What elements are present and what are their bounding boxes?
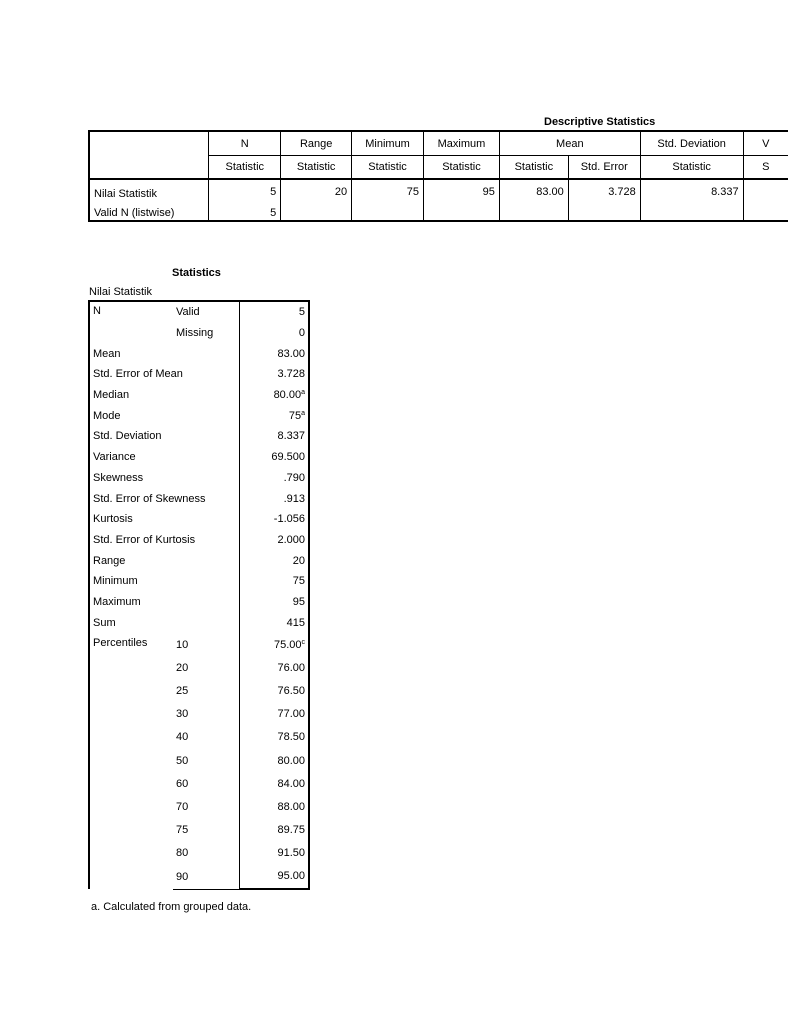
row-label: Std. Error of Kurtosis [89, 530, 173, 551]
table-row [89, 343, 309, 364]
footnote-marker: a [301, 409, 305, 417]
row-label: Std. Error of Skewness [89, 488, 173, 509]
percentile-rank: 50 [176, 754, 189, 767]
subheader-statistic: Statistic [424, 156, 500, 180]
row-sublabel: Missing [176, 327, 214, 340]
row-value [240, 364, 310, 385]
percentile-value [240, 819, 310, 842]
value-text: 0 [298, 327, 305, 340]
footnote-marker: a [301, 389, 305, 397]
value-text: 89.75 [277, 824, 305, 837]
statistics-title: Statistics [172, 267, 221, 279]
value-text: 95.00 [277, 870, 305, 883]
row-label-nilai-statistik: Nilai Statistik [89, 179, 209, 203]
value-text: 78.50 [277, 731, 305, 744]
row-sublabel [173, 364, 240, 385]
statistics-variable-label: Nilai Statistik [89, 286, 152, 298]
percentile-rank: 10 [176, 638, 189, 651]
percentile-value [240, 679, 310, 702]
row-value [240, 385, 310, 406]
table-row [89, 405, 309, 426]
value-text: 415 [286, 616, 305, 629]
percentile-value [240, 633, 310, 656]
descriptive-stats-title: Descriptive Statistics [544, 116, 656, 128]
value-text: 77.00 [277, 708, 305, 721]
percentile-rank: 20 [176, 661, 189, 674]
percentile-rank: 40 [176, 731, 189, 744]
row-value [240, 592, 310, 613]
row-label: Variance [89, 447, 173, 468]
row-value [240, 509, 310, 530]
row-label-valid-n: Valid N (listwise) [89, 203, 209, 222]
cell-mean-statistic: 83.00 [499, 179, 568, 203]
percentile-value [240, 656, 310, 679]
value-text: 88.00 [277, 800, 305, 813]
row-sublabel [173, 426, 240, 447]
row-label: N [89, 301, 173, 343]
value-text: 76.00 [277, 661, 305, 674]
subheader-statistic: Statistic [499, 156, 568, 180]
descriptive-stats-table [88, 130, 788, 222]
table-row [89, 592, 309, 613]
value-text: 75 [292, 575, 305, 588]
row-label: Sum [89, 612, 173, 633]
row-value [240, 343, 310, 364]
col-header-variance: V [743, 131, 788, 156]
percentile-value [240, 795, 310, 818]
corner-cell [89, 131, 209, 179]
table-row [89, 385, 309, 406]
row-value [240, 612, 310, 633]
value-text: 84.00 [277, 777, 305, 790]
row-value [240, 323, 310, 344]
table-row [89, 426, 309, 447]
row-sublabel [173, 592, 240, 613]
row-label: Skewness [89, 468, 173, 489]
value-text: 75.00 [273, 638, 302, 651]
value-text: 5 [298, 306, 305, 319]
row-sublabel [173, 468, 240, 489]
row-sublabel [173, 550, 240, 571]
table-row [89, 571, 309, 592]
value-text: .790 [283, 471, 305, 484]
col-header-std-deviation: Std. Deviation [640, 131, 743, 156]
cell-mean-std-error: 3.728 [568, 179, 640, 203]
cell-maximum: 95 [424, 179, 500, 203]
footnote: a. Calculated from grouped data. [91, 901, 252, 913]
cell-variance [743, 179, 788, 203]
row-sublabel [173, 385, 240, 406]
subheader-std-error: Std. Error [568, 156, 640, 180]
row-label: Std. Deviation [89, 426, 173, 447]
percentile-value [240, 703, 310, 726]
value-text: 75 [288, 409, 302, 422]
value-text: 80.00 [273, 389, 302, 402]
row-label: Mean [89, 343, 173, 364]
table-row [89, 447, 309, 468]
table-row [89, 612, 309, 633]
value-text: 3.728 [277, 368, 305, 381]
col-header-n: N [209, 131, 281, 156]
row-label: Std. Error of Mean [89, 364, 173, 385]
table-row [89, 468, 309, 489]
table-row [89, 488, 309, 509]
value-text: 91.50 [277, 847, 305, 860]
value-text: 76.50 [277, 684, 305, 697]
cell-n: 5 [209, 179, 281, 203]
percentiles-label: Percentiles [89, 633, 173, 889]
table-row [89, 530, 309, 551]
row-label: Median [89, 385, 173, 406]
row-value [240, 301, 310, 323]
row-sublabel [173, 343, 240, 364]
value-text: 83.00 [277, 347, 305, 360]
subheader-statistic: Statistic [352, 156, 424, 180]
value-text: 69.500 [271, 451, 305, 464]
percentile-value [240, 726, 310, 749]
cell-std-deviation: 8.337 [640, 179, 743, 203]
value-text: .913 [283, 492, 305, 505]
row-sublabel [173, 612, 240, 633]
subheader-statistic: S [743, 156, 788, 180]
row-value [240, 571, 310, 592]
row-label: Minimum [89, 571, 173, 592]
row-sublabel [173, 447, 240, 468]
row-value [240, 488, 310, 509]
row-value [240, 447, 310, 468]
table-row [89, 301, 309, 323]
row-label: Kurtosis [89, 509, 173, 530]
value-text: 8.337 [277, 430, 305, 443]
table-bottom-border [88, 220, 788, 222]
percentile-rank: 25 [176, 684, 189, 697]
col-header-mean: Mean [499, 131, 640, 156]
cell-range: 20 [281, 179, 352, 203]
table-row [89, 550, 309, 571]
percentile-rank: 75 [176, 824, 189, 837]
percentile-value [240, 749, 310, 772]
percentile-value [240, 772, 310, 795]
col-header-range: Range [281, 131, 352, 156]
percentile-rank: 30 [176, 708, 189, 721]
percentile-rank: 90 [173, 865, 240, 889]
row-value [240, 468, 310, 489]
row-value [240, 426, 310, 447]
subheader-statistic: Statistic [281, 156, 352, 180]
table-row [89, 364, 309, 385]
col-header-maximum: Maximum [424, 131, 500, 156]
percentile-value [240, 865, 310, 889]
row-label: Mode [89, 405, 173, 426]
row-sublabel [173, 405, 240, 426]
footnote-marker: c [301, 638, 305, 646]
row-label: Maximum [89, 592, 173, 613]
percentile-rank: 70 [176, 800, 189, 813]
percentile-rank: 80 [176, 847, 189, 860]
row-sublabel: Valid [173, 301, 240, 323]
cell-minimum: 75 [352, 179, 424, 203]
percentile-rank: 60 [176, 777, 189, 790]
table-row [89, 509, 309, 530]
row-sublabel [173, 571, 240, 592]
row-value [240, 530, 310, 551]
row-sublabel [173, 509, 240, 530]
subheader-statistic: Statistic [640, 156, 743, 180]
value-text: 2.000 [277, 533, 305, 546]
value-text: -1.056 [273, 513, 305, 526]
statistics-table [88, 300, 308, 890]
value-text: 95 [292, 595, 305, 608]
row-label: Range [89, 550, 173, 571]
value-text: 20 [292, 554, 305, 567]
subheader-statistic: Statistic [209, 156, 281, 180]
cell-valid-n: 5 [209, 203, 281, 222]
value-text: 80.00 [277, 754, 305, 767]
row-value [240, 550, 310, 571]
percentile-row [89, 633, 309, 656]
row-value [240, 405, 310, 426]
col-header-minimum: Minimum [352, 131, 424, 156]
percentile-value [240, 842, 310, 865]
